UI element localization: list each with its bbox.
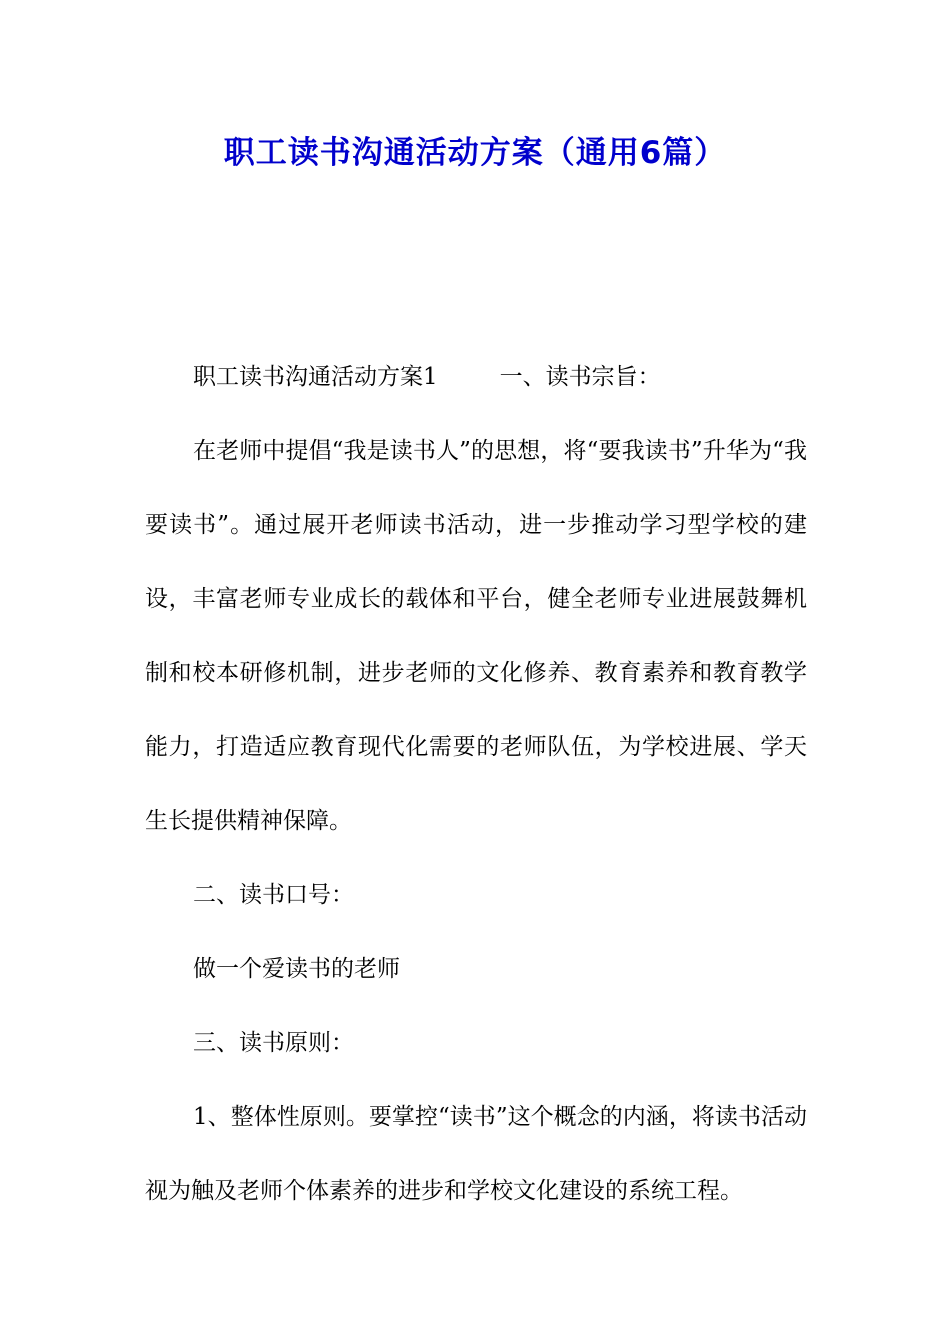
paragraph-purpose: 在老师中提倡“我是读书人”的思想，将“要我读书”升华为“我要读书”。通过展开老师读书活动，进一步推动学习型学校的建设，丰富老师专业成长的载体和平台，健全老师专业进展鼓舞机制和校本研修机制，进步老师的文化修养、教育素养和教育教学能力，打造适应教育现代化需要的老师队伍，为学校进展、学天生长提供精神保障。 — [145, 438, 807, 834]
section-heading-purpose: 一、读书宗旨： — [499, 364, 661, 390]
section-heading-slogan: 二、读书口号： — [193, 882, 354, 908]
section-heading-principles: 三、读书原则： — [193, 1030, 354, 1056]
paragraph-principle-1: 1、整体性原则。要掌控“读书”这个概念的内涵，将读书活动视为触及老师个体素养的进步和学校文化建设的系统工程。 — [145, 1104, 807, 1204]
plan-heading: 职工读书沟通活动方案1 — [193, 364, 438, 390]
paragraph-slogan: 做一个爱读书的老师 — [193, 956, 400, 982]
document-title: 职工读书沟通活动方案（通用6篇） — [223, 135, 727, 171]
paragraph-intro-line — [145, 340, 807, 414]
document-body — [145, 340, 807, 1228]
